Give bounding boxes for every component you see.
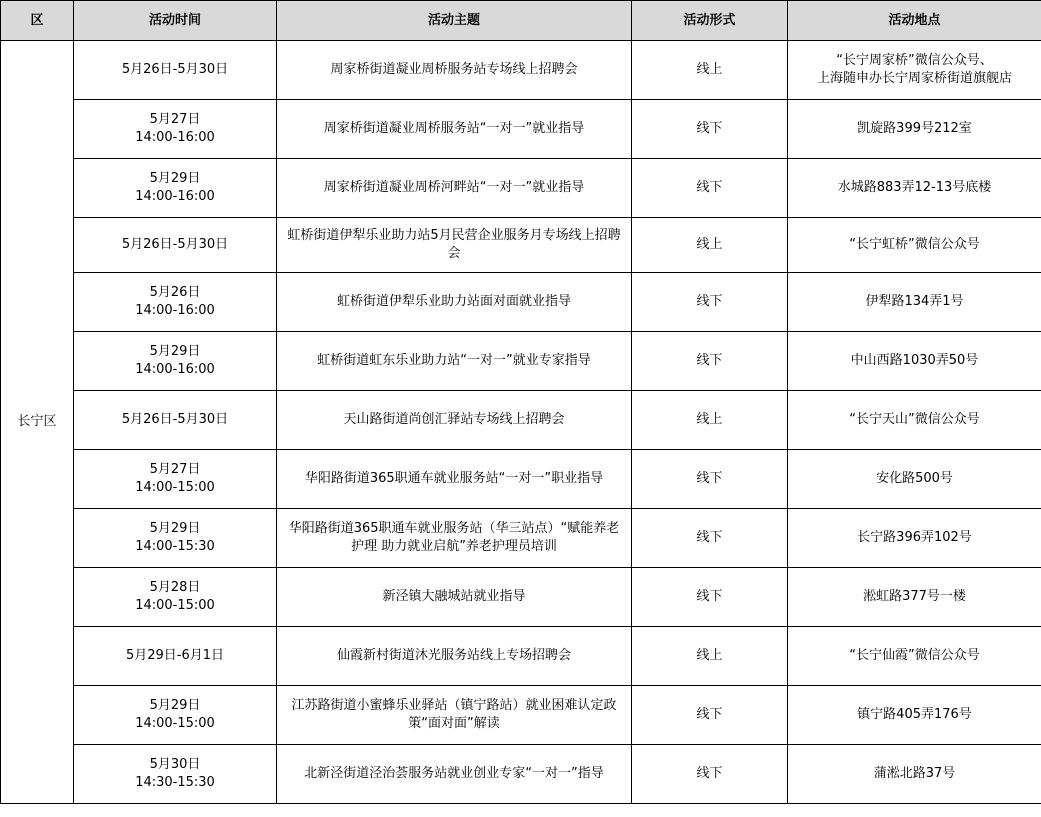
table-row	[1, 745, 1041, 804]
header-location: 活动地点	[788, 1, 1041, 41]
district-cell: 长宁区	[1, 41, 74, 804]
topic-cell: 仙霞新村街道沐光服务站线上专场招聘会	[277, 627, 632, 686]
topic-cell: 新泾镇大融城站就业指导	[277, 568, 632, 627]
format-cell: 线下	[632, 686, 788, 745]
time-cell: 5月26日-5月30日	[74, 41, 277, 100]
time-cell: 5月29日 14:00-15:00	[74, 686, 277, 745]
table-row	[1, 627, 1041, 686]
topic-cell: 虹桥街道伊犁乐业助力站5月民营企业服务月专场线上招聘会	[277, 218, 632, 273]
table-row	[1, 568, 1041, 627]
topic-cell: 虹桥街道伊犁乐业助力站面对面就业指导	[277, 273, 632, 332]
topic-cell: 北新泾街道泾治荟服务站就业创业专家“一对一”指导	[277, 745, 632, 804]
topic-cell: 华阳路街道365职通车就业服务站（华三站点）“赋能养老护理 助力就业启航”养老护理员培训	[277, 509, 632, 568]
format-cell: 线下	[632, 100, 788, 159]
format-cell: 线下	[632, 568, 788, 627]
header-time: 活动时间	[74, 1, 277, 41]
time-cell: 5月29日 14:00-15:30	[74, 509, 277, 568]
location-cell: 长宁路396弄102号	[788, 509, 1041, 568]
time-cell: 5月30日 14:30-15:30	[74, 745, 277, 804]
topic-cell: 周家桥街道凝业周桥河畔站“一对一”就业指导	[277, 159, 632, 218]
location-cell: 凯旋路399号212室	[788, 100, 1041, 159]
header-district: 区	[1, 1, 74, 41]
location-cell: “长宁仙霞”微信公众号	[788, 627, 1041, 686]
location-cell: “长宁天山”微信公众号	[788, 391, 1041, 450]
topic-cell: 周家桥街道凝业周桥服务站专场线上招聘会	[277, 41, 632, 100]
location-cell: 蒲淞北路37号	[788, 745, 1041, 804]
topic-cell: 天山路街道尚创汇驿站专场线上招聘会	[277, 391, 632, 450]
location-cell: “长宁虹桥”微信公众号	[788, 218, 1041, 273]
format-cell: 线上	[632, 41, 788, 100]
format-cell: 线上	[632, 391, 788, 450]
format-cell: 线下	[632, 745, 788, 804]
table-row	[1, 273, 1041, 332]
format-cell: 线下	[632, 332, 788, 391]
format-cell: 线下	[632, 273, 788, 332]
table-row	[1, 391, 1041, 450]
format-cell: 线下	[632, 450, 788, 509]
table-row	[1, 41, 1041, 100]
table-row	[1, 332, 1041, 391]
format-cell: 线上	[632, 627, 788, 686]
header-row	[1, 1, 1041, 41]
format-cell: 线下	[632, 509, 788, 568]
location-cell: 安化路500号	[788, 450, 1041, 509]
table-row	[1, 159, 1041, 218]
location-cell: 中山西路1030弄50号	[788, 332, 1041, 391]
table-row	[1, 509, 1041, 568]
header-topic: 活动主题	[277, 1, 632, 41]
table-row	[1, 686, 1041, 745]
topic-cell: 华阳路街道365职通车就业服务站“一对一”职业指导	[277, 450, 632, 509]
format-cell: 线上	[632, 218, 788, 273]
time-cell: 5月28日 14:00-15:00	[74, 568, 277, 627]
time-cell: 5月29日 14:00-16:00	[74, 332, 277, 391]
topic-cell: 周家桥街道凝业周桥服务站“一对一”就业指导	[277, 100, 632, 159]
location-cell: 伊犁路134弄1号	[788, 273, 1041, 332]
time-cell: 5月27日 14:00-15:00	[74, 450, 277, 509]
format-cell: 线下	[632, 159, 788, 218]
table-row	[1, 218, 1041, 273]
time-cell: 5月27日 14:00-16:00	[74, 100, 277, 159]
location-cell: 淞虹路377号一楼	[788, 568, 1041, 627]
topic-cell: 虹桥街道虹东乐业助力站“一对一”就业专家指导	[277, 332, 632, 391]
time-cell: 5月29日-6月1日	[74, 627, 277, 686]
table-row	[1, 100, 1041, 159]
topic-cell: 江苏路街道小蜜蜂乐业驿站（镇宁路站）就业困难认定政策“面对面”解读	[277, 686, 632, 745]
time-cell: 5月29日 14:00-16:00	[74, 159, 277, 218]
location-cell: “长宁周家桥”微信公众号、 上海随申办长宁周家桥街道旗舰店	[788, 41, 1041, 100]
time-cell: 5月26日-5月30日	[74, 391, 277, 450]
location-cell: 水城路883弄12-13号底楼	[788, 159, 1041, 218]
time-cell: 5月26日 14:00-16:00	[74, 273, 277, 332]
table-row	[1, 450, 1041, 509]
header-format: 活动形式	[632, 1, 788, 41]
time-cell: 5月26日-5月30日	[74, 218, 277, 273]
location-cell: 镇宁路405弄176号	[788, 686, 1041, 745]
